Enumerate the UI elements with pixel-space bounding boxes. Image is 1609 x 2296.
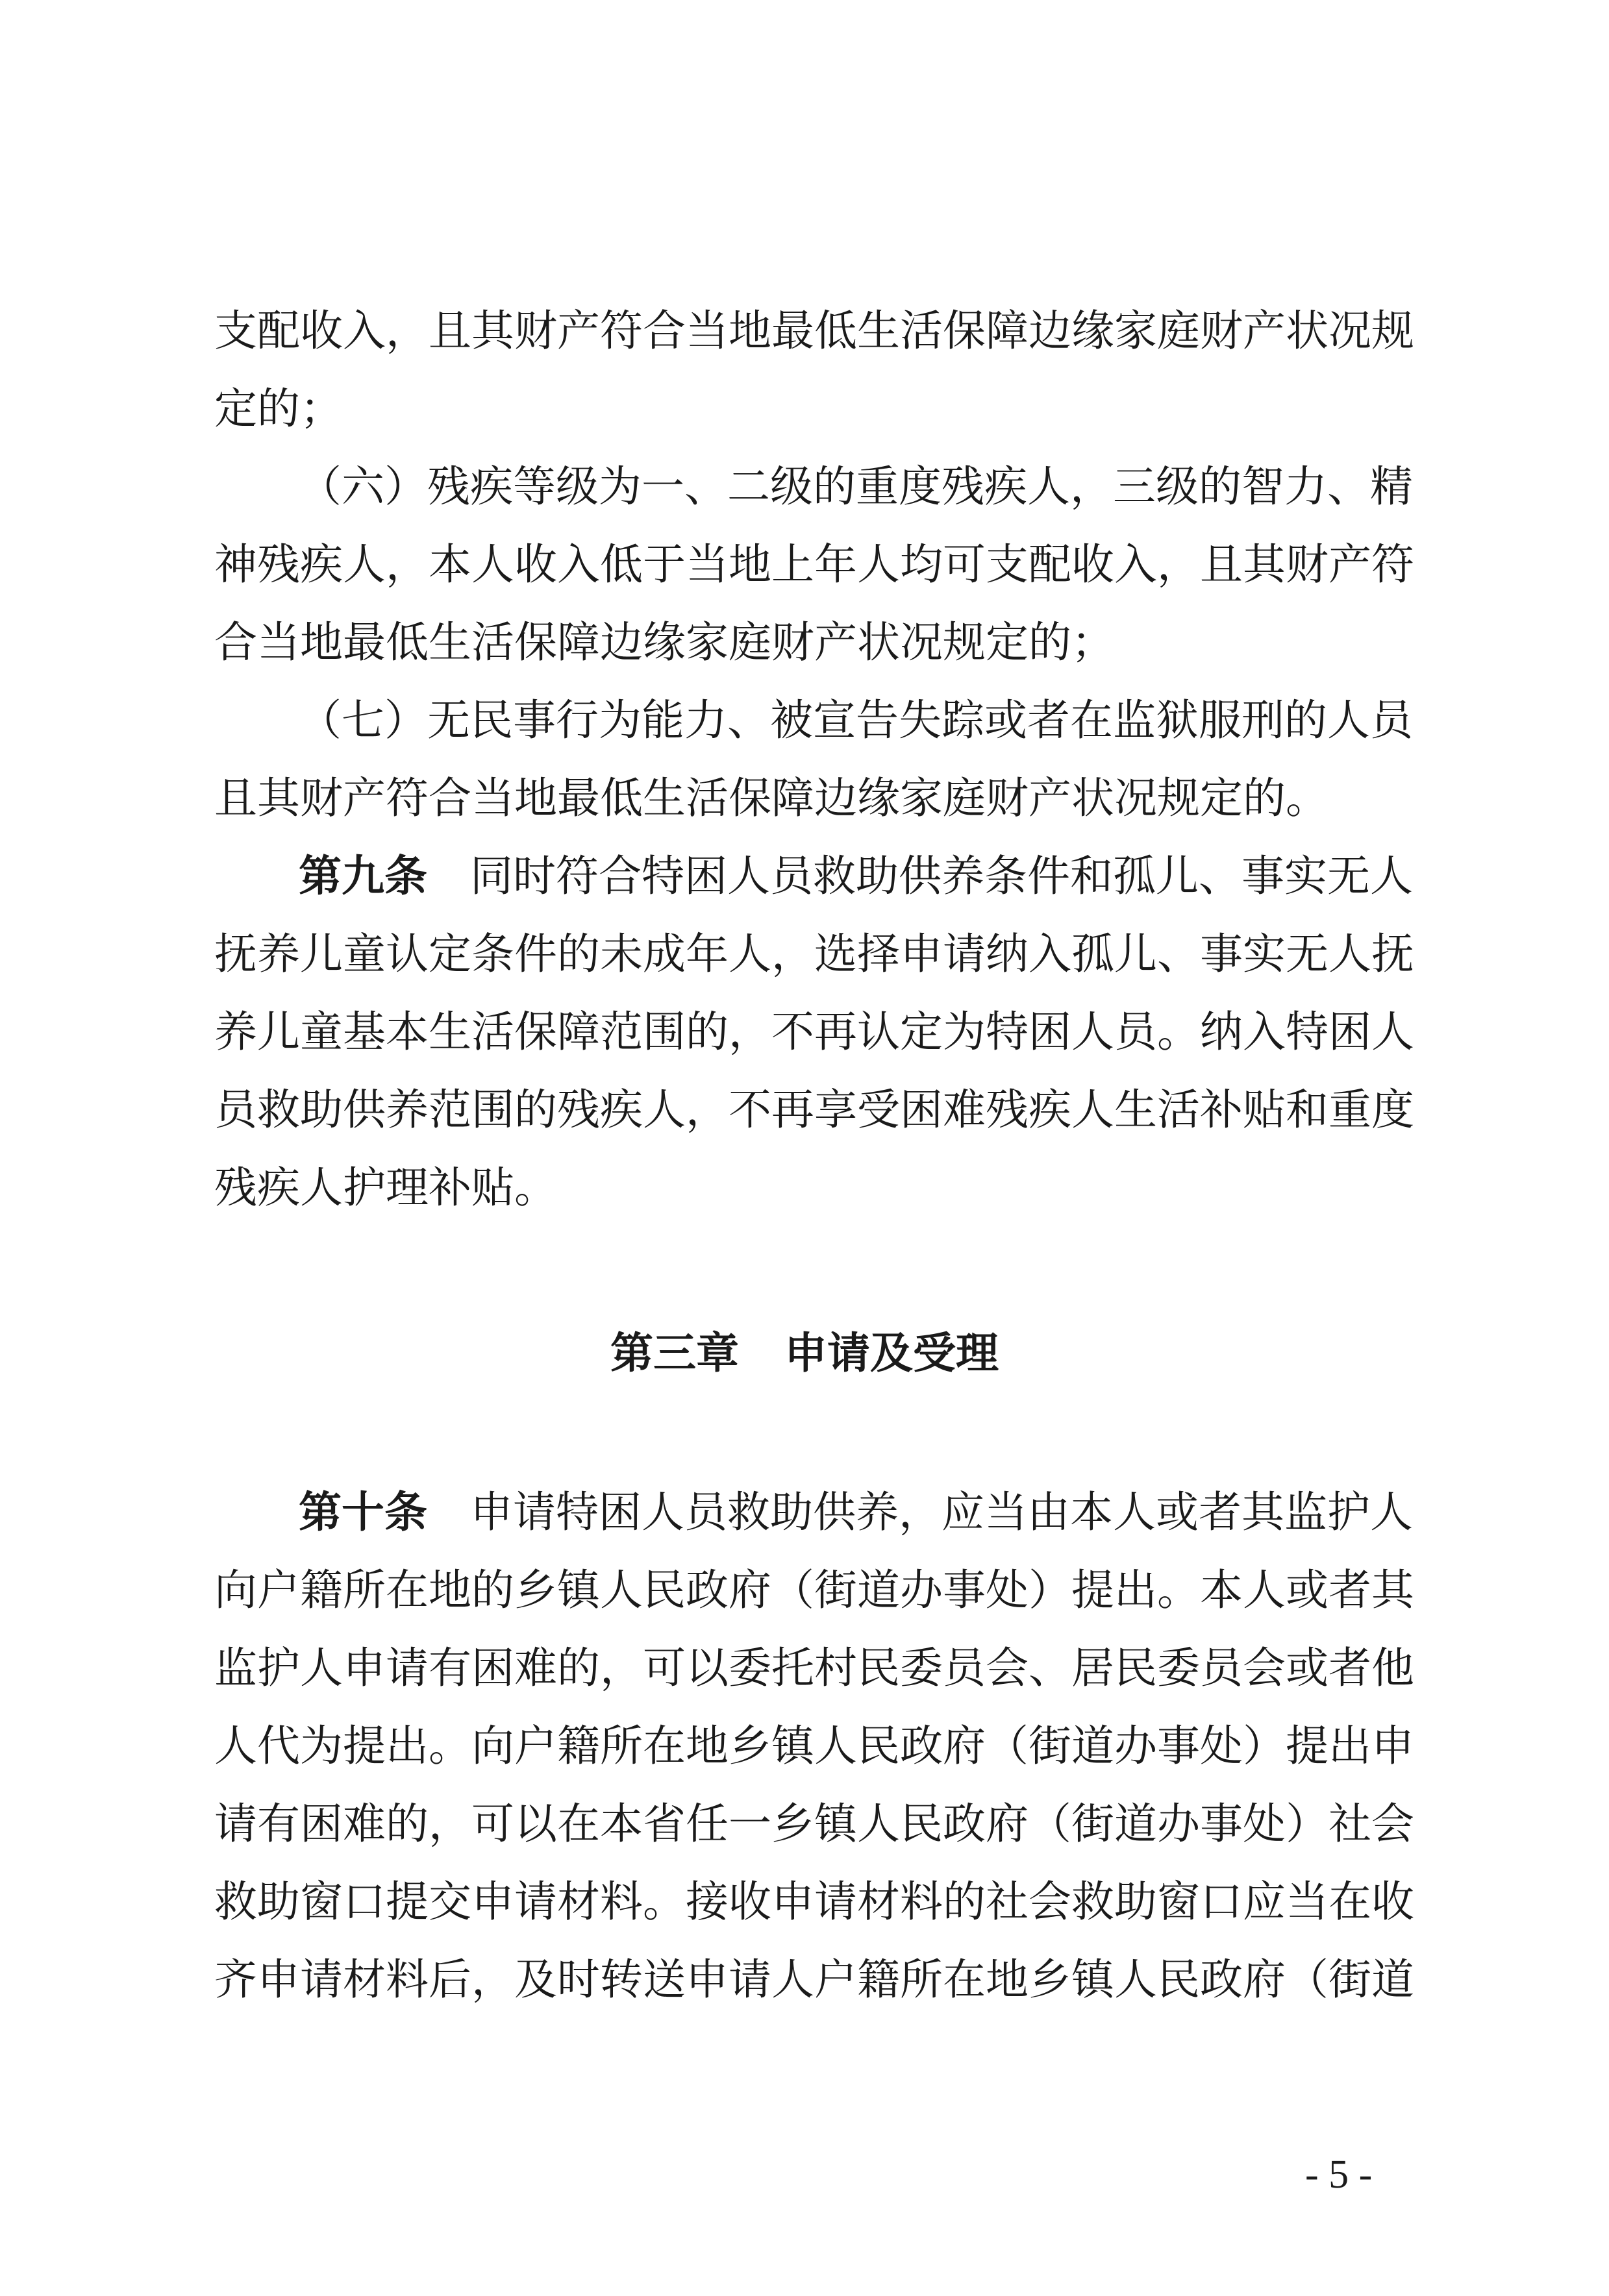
text-line: 员救助供养范围的残疾人，不再享受困难残疾人生活补贴和重度 — [214, 1085, 1414, 1135]
text-line: 养儿童基本生活保障范围的，不再认定为特困人员。纳入特困人 — [214, 1007, 1414, 1057]
article-10-label: 第十条 — [299, 1487, 427, 1537]
text-line: 抚养儿童认定条件的未成年人，选择申请纳入孤儿、事实无人抚 — [214, 929, 1414, 979]
article-9-label: 第九条 — [299, 851, 427, 901]
text-line: 残疾人护理补贴。 — [214, 1163, 557, 1213]
text-line: 监护人申请有困难的，可以委托村民委员会、居民委员会或者他 — [214, 1643, 1414, 1693]
chapter-title: 申请及受理 — [784, 1328, 999, 1378]
article-9-first-line — [299, 850, 1413, 902]
chapter-number: 第三章 — [610, 1328, 739, 1378]
text-line: 救助窗口提交申请材料。接收申请材料的社会救助窗口应当在收 — [214, 1877, 1414, 1927]
text-line: 齐申请材料后，及时转送申请人户籍所在地乡镇人民政府（街道 — [214, 1955, 1414, 2005]
article-10-text: 申请特困人员救助供养，应当由本人或者其监护人 — [470, 1487, 1413, 1537]
text-line: 合当地最低生活保障边缘家庭财产状况规定的； — [214, 617, 1114, 667]
text-line: （六）残疾等级为一、二级的重度残疾人，三级的智力、精 — [299, 462, 1413, 512]
text-line: （七）无民事行为能力、被宣告失踪或者在监狱服刑的人员 — [299, 695, 1413, 745]
chapter-heading — [0, 1327, 1609, 1379]
page-number: - 5 - — [1305, 2153, 1373, 2197]
text-line: 神残疾人，本人收入低于当地上年人均可支配收入，且其财产符 — [214, 539, 1414, 589]
text-line: 且其财产符合当地最低生活保障边缘家庭财产状况规定的。 — [214, 773, 1328, 823]
article-9-text: 同时符合特困人员救助供养条件和孤儿、事实无人 — [470, 851, 1413, 901]
article-10-first-line — [299, 1487, 1413, 1538]
text-line: 人代为提出。向户籍所在地乡镇人民政府（街道办事处）提出申 — [214, 1721, 1414, 1771]
text-line: 请有困难的，可以在本省任一乡镇人民政府（街道办事处）社会 — [214, 1799, 1414, 1849]
text-line: 向户籍所在地的乡镇人民政府（街道办事处）提出。本人或者其 — [214, 1565, 1414, 1615]
text-line: 定的； — [214, 384, 343, 434]
text-line: 支配收入，且其财产符合当地最低生活保障边缘家庭财产状况规 — [214, 306, 1414, 356]
